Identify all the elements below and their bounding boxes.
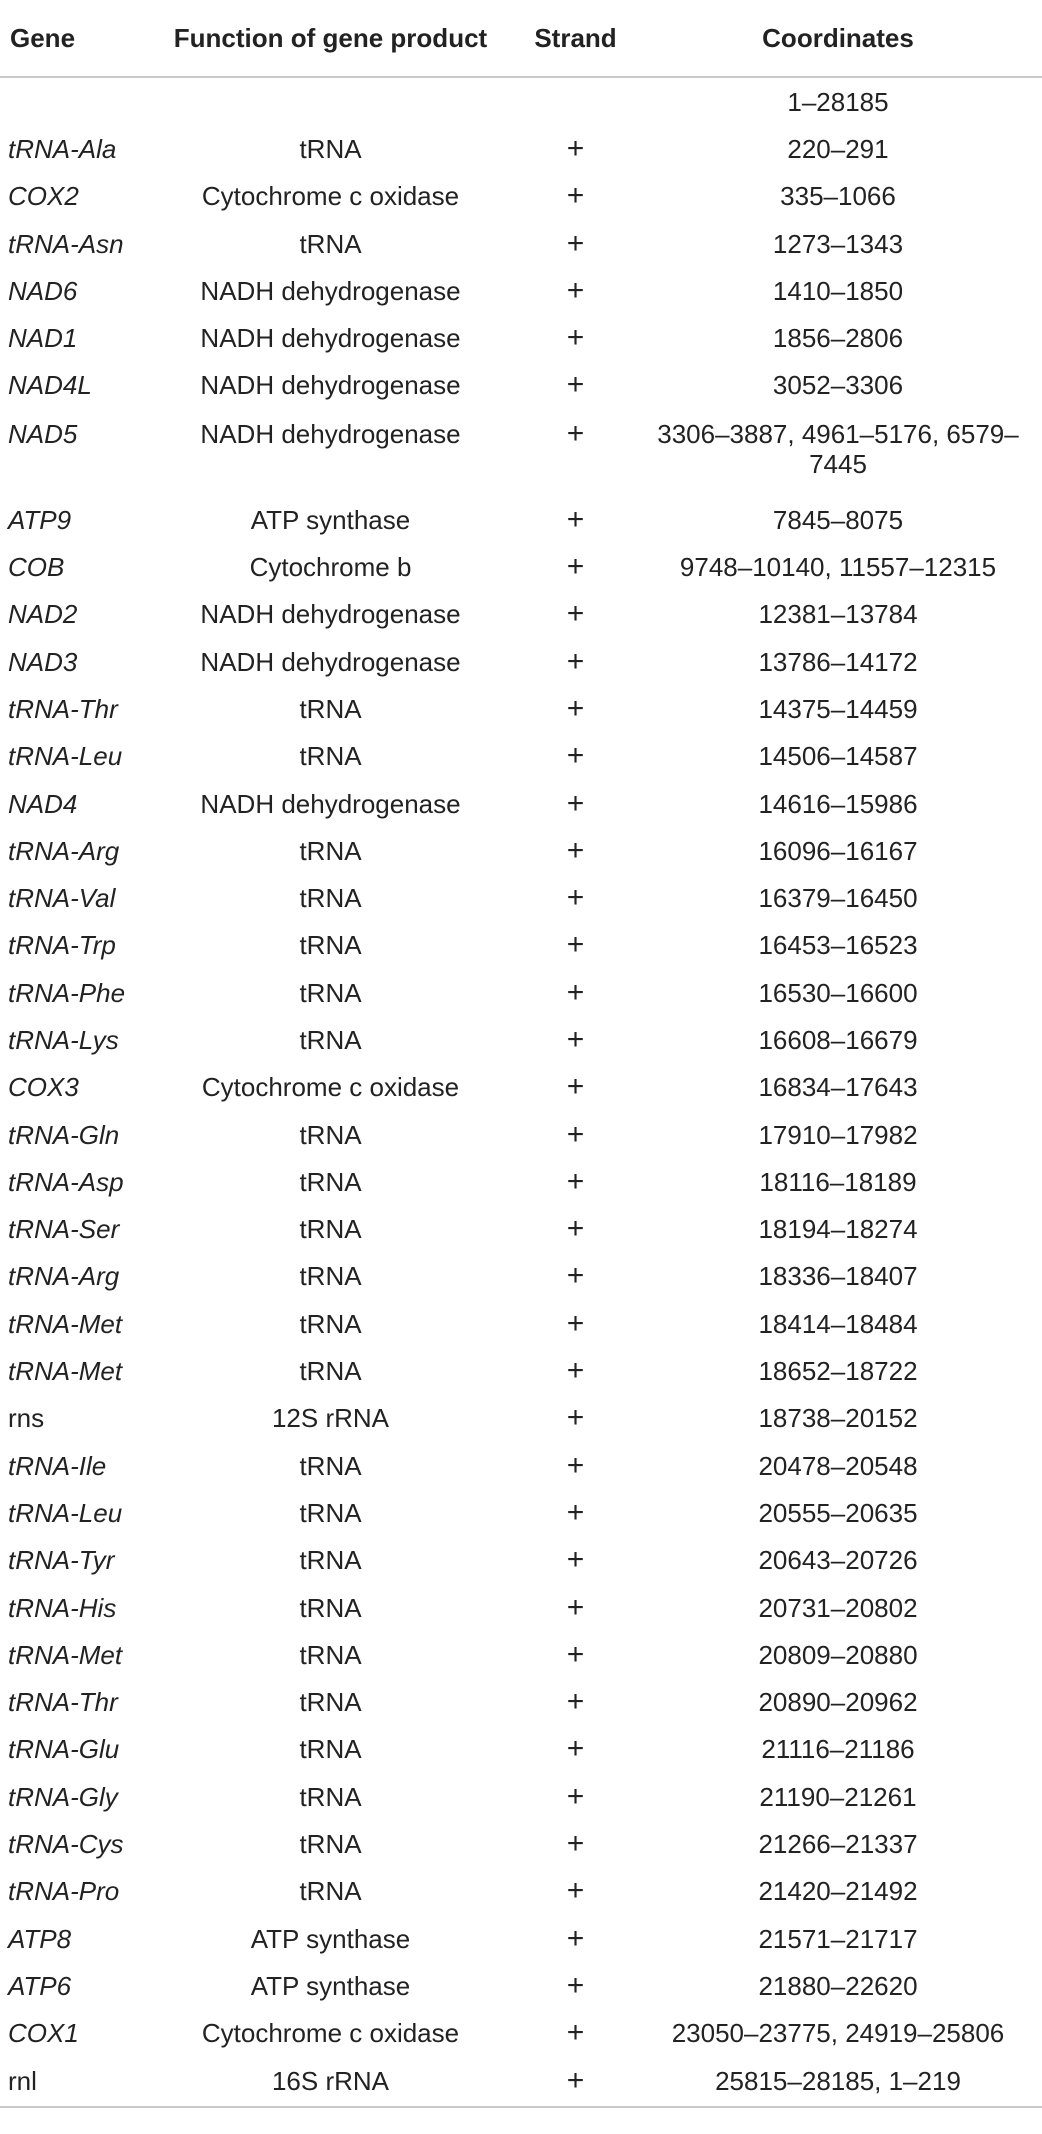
table-row: [0, 1962, 1042, 2009]
function-cell: ATP synthase: [250, 1970, 411, 2001]
function-cell: NADH dehydrogenase: [200, 788, 461, 819]
strand-cell: +: [566, 1543, 585, 1577]
coordinates-cell: 18738–20152: [758, 1403, 918, 1434]
function-cell: tRNA: [299, 1497, 362, 1528]
gene-cell: tRNA-Glu: [8, 1734, 120, 1765]
table-row: [0, 1489, 1042, 1536]
table-row: [0, 922, 1042, 969]
gene-cell: tRNA-Ser: [8, 1214, 120, 1245]
strand-cell: +: [566, 1968, 585, 2002]
coordinates-cell: 21190–21261: [759, 1781, 917, 1812]
coordinates-cell: 18116–18189: [759, 1166, 917, 1197]
strand-cell: +: [566, 1212, 585, 1246]
table-row: [0, 220, 1042, 267]
function-cell: 16S rRNA: [144, 2057, 517, 2107]
function-cell: NADH dehydrogenase: [200, 370, 461, 401]
table-row: [0, 827, 1042, 874]
coordinates-cell: 1856–2806: [772, 323, 904, 354]
coordinates-cell: 14506–14587: [758, 741, 918, 772]
table-row: [0, 1537, 1042, 1584]
coordinates-cell: 21571–21717: [758, 1923, 918, 1954]
coordinates-cell: 1–28185: [787, 86, 889, 117]
function-cell: tRNA: [299, 228, 362, 259]
table-row: [0, 2057, 1042, 2107]
coordinates-cell: 16530–16600: [758, 977, 918, 1008]
coordinates-cell: 3052–3306: [772, 370, 904, 401]
strand-cell: +: [566, 131, 585, 165]
coordinates-cell: 25815–28185, 1–219: [634, 2057, 1042, 2107]
function-cell: tRNA: [299, 1829, 362, 1860]
function-cell: tRNA: [299, 1308, 362, 1339]
strand-cell: +: [566, 368, 585, 402]
table-row: [0, 173, 1042, 220]
function-cell: NADH dehydrogenase: [200, 419, 461, 450]
gene-cell: tRNA-Gln: [8, 1119, 120, 1150]
gene-cell: NAD4L: [8, 370, 92, 401]
table-row: [0, 1395, 1042, 1442]
strand-cell: [517, 77, 634, 125]
coordinates-cell: 20643–20726: [758, 1545, 918, 1576]
gene-cell: COX1: [8, 2018, 79, 2049]
coordinates-cell: 17910–17982: [758, 1119, 918, 1150]
gene-cell: tRNA-Tyr: [8, 1545, 115, 1576]
strand-cell: +: [566, 597, 585, 631]
function-cell: tRNA: [299, 741, 362, 772]
gene-cell: tRNA-Thr: [8, 1687, 118, 1718]
table-row: [0, 1300, 1042, 1347]
function-cell: [144, 77, 517, 125]
table-row: [0, 1253, 1042, 1300]
header-strand: Strand: [517, 0, 634, 77]
gene-cell: tRNA-Ile: [8, 1450, 107, 1481]
table-row: [0, 409, 1042, 496]
table-row: [0, 125, 1042, 172]
gene-cell: tRNA-Phe: [8, 977, 126, 1008]
function-cell: tRNA: [299, 1592, 362, 1623]
coordinates-cell: 21266–21337: [758, 1829, 918, 1860]
function-cell: ATP synthase: [250, 504, 411, 535]
coordinates-cell: 12381–13784: [758, 599, 918, 630]
strand-cell: +: [566, 691, 585, 725]
table-row: [0, 1915, 1042, 1962]
strand-cell: +: [566, 1732, 585, 1766]
strand-cell: +: [566, 1590, 585, 1624]
function-cell: ATP synthase: [250, 1923, 411, 1954]
header-function: Function of gene product: [144, 0, 517, 77]
table-row: [0, 543, 1042, 590]
gene-cell: ATP9: [8, 504, 72, 535]
coordinates-cell: 16453–16523: [758, 930, 918, 961]
strand-cell: +: [566, 786, 585, 820]
coordinates-cell: 23050–23775, 24919–25806: [671, 2018, 1005, 2049]
table-row: [0, 1820, 1042, 1867]
table-row: [0, 969, 1042, 1016]
strand-cell: +: [566, 1874, 585, 1908]
gene-cell: tRNA-Arg: [8, 1261, 120, 1292]
function-cell: Cytochrome c oxidase: [201, 181, 460, 212]
function-cell: tRNA: [299, 133, 362, 164]
coordinates-cell: 14616–15986: [758, 788, 918, 819]
function-cell: tRNA: [299, 1687, 362, 1718]
gene-cell: ATP6: [8, 1970, 72, 2001]
function-cell: tRNA: [299, 693, 362, 724]
table-row: [0, 1158, 1042, 1205]
strand-cell: +: [566, 2016, 585, 2050]
strand-cell: +: [566, 502, 585, 536]
coordinates-cell: 16096–16167: [758, 835, 918, 866]
coordinates-cell: 21420–21492: [758, 1876, 918, 1907]
strand-cell: +: [566, 928, 585, 962]
gene-cell: NAD3: [8, 646, 78, 677]
coordinates-cell: 20809–20880: [758, 1639, 918, 1670]
coordinates-cell: 20731–20802: [758, 1592, 918, 1623]
gene-cell: tRNA-Trp: [8, 930, 116, 961]
function-cell: Cytochrome b: [249, 552, 412, 583]
coordinates-cell: 220–291: [787, 133, 889, 164]
coordinates-cell: 20555–20635: [758, 1497, 918, 1528]
table-row: [0, 1206, 1042, 1253]
strand-cell: +: [566, 1354, 585, 1388]
coordinates-cell: 14375–14459: [758, 693, 918, 724]
coordinates-cell: 16834–17643: [758, 1072, 918, 1103]
gene-cell: tRNA-Cys: [8, 1829, 124, 1860]
coordinates-cell: 3306–3887, 4961–5176, 6579–7445: [657, 419, 1019, 480]
coordinates-cell: 1273–1343: [772, 228, 904, 259]
gene-cell: rnl: [0, 2057, 144, 2107]
table-row: [0, 1442, 1042, 1489]
function-cell: tRNA: [299, 1214, 362, 1245]
strand-cell: +: [566, 881, 585, 915]
strand-cell: +: [566, 1921, 585, 1955]
strand-cell: +: [566, 321, 585, 355]
strand-cell: +: [566, 644, 585, 678]
table-row: [0, 2010, 1042, 2057]
table-row: [0, 267, 1042, 314]
gene-cell: tRNA-Lys: [8, 1024, 119, 1055]
coordinates-cell: 18414–18484: [758, 1308, 918, 1339]
gene-cell: tRNA-Met: [8, 1639, 123, 1670]
gene-cell: tRNA-Leu: [8, 1497, 123, 1528]
function-cell: tRNA: [299, 930, 362, 961]
gene-cell: tRNA-Leu: [8, 741, 123, 772]
function-cell: tRNA: [299, 883, 362, 914]
function-cell: NADH dehydrogenase: [200, 275, 461, 306]
strand-cell: +: [566, 1495, 585, 1529]
strand-cell: +: [566, 1448, 585, 1482]
coordinates-cell: 335–1066: [780, 181, 896, 212]
gene-cell: NAD2: [8, 599, 78, 630]
strand-cell: +: [566, 1070, 585, 1104]
strand-cell: +: [566, 226, 585, 260]
strand-cell: +: [566, 1827, 585, 1861]
gene-cell: tRNA-Arg: [8, 835, 120, 866]
table-header: [0, 0, 1042, 77]
strand-cell: +: [517, 2057, 634, 2107]
function-cell: tRNA: [299, 1024, 362, 1055]
table-row: [0, 1631, 1042, 1678]
function-cell: tRNA: [299, 1876, 362, 1907]
strand-cell: +: [566, 417, 585, 451]
function-cell: tRNA: [299, 835, 362, 866]
gene-cell: tRNA-Asp: [8, 1166, 124, 1197]
gene-cell: tRNA-Asn: [8, 228, 124, 259]
table-body: [0, 77, 1042, 2107]
gene-cell: tRNA-Met: [8, 1308, 123, 1339]
coordinates-cell: 20890–20962: [758, 1687, 918, 1718]
table-row: [0, 1584, 1042, 1631]
table-row: [0, 1064, 1042, 1111]
table-row: [0, 733, 1042, 780]
function-cell: Cytochrome c oxidase: [201, 2018, 460, 2049]
gene-cell: tRNA-Gly: [8, 1781, 118, 1812]
table-row: [0, 780, 1042, 827]
function-cell: tRNA: [299, 1261, 362, 1292]
coordinates-cell: 18194–18274: [758, 1214, 918, 1245]
coordinates-cell: 16379–16450: [758, 883, 918, 914]
function-cell: NADH dehydrogenase: [200, 646, 461, 677]
table-row: [0, 638, 1042, 685]
coordinates-cell: 21116–21186: [761, 1734, 915, 1765]
table-row: [0, 874, 1042, 921]
header-coordinates: Coordinates: [634, 0, 1042, 77]
function-cell: tRNA: [299, 1781, 362, 1812]
header-gene: Gene: [0, 0, 144, 77]
header-row: [0, 0, 1042, 77]
function-cell: tRNA: [299, 1356, 362, 1387]
gene-cell: NAD4: [8, 788, 78, 819]
table-row: [0, 1773, 1042, 1820]
coordinates-cell: 18652–18722: [758, 1356, 918, 1387]
function-cell: tRNA: [299, 1119, 362, 1150]
strand-cell: +: [566, 1401, 585, 1435]
strand-cell: +: [566, 833, 585, 867]
gene-cell: ATP8: [8, 1923, 72, 1954]
coordinates-cell: 16608–16679: [758, 1024, 918, 1055]
gene-cell: tRNA-His: [8, 1592, 117, 1623]
strand-cell: +: [566, 739, 585, 773]
strand-cell: +: [566, 1117, 585, 1151]
gene-cell: [0, 77, 144, 125]
coordinates-cell: 18336–18407: [758, 1261, 918, 1292]
function-cell: tRNA: [299, 1734, 362, 1765]
table-row: [0, 1868, 1042, 1915]
strand-cell: +: [566, 1259, 585, 1293]
strand-cell: +: [566, 1779, 585, 1813]
table-row: [0, 685, 1042, 732]
strand-cell: +: [566, 179, 585, 213]
gene-cell: COX3: [8, 1072, 79, 1103]
coordinates-cell: 9748–10140, 11557–12315: [679, 552, 997, 583]
coordinates-cell: 7845–8075: [772, 504, 904, 535]
table-row: [0, 1111, 1042, 1158]
strand-cell: +: [566, 1164, 585, 1198]
coordinates-cell: 21880–22620: [758, 1970, 918, 2001]
function-cell: tRNA: [299, 1639, 362, 1670]
table-row: [0, 1347, 1042, 1394]
coordinates-cell: 13786–14172: [758, 646, 918, 677]
table-row: [0, 591, 1042, 638]
function-cell: tRNA: [299, 1166, 362, 1197]
strand-cell: +: [566, 975, 585, 1009]
gene-cell: rns: [8, 1403, 45, 1434]
coordinates-cell: 20478–20548: [758, 1450, 918, 1481]
function-cell: NADH dehydrogenase: [200, 599, 461, 630]
gene-cell: tRNA-Pro: [8, 1876, 120, 1907]
table-row: [0, 1726, 1042, 1773]
function-cell: tRNA: [299, 1450, 362, 1481]
table-row: [0, 77, 1042, 125]
gene-cell: tRNA-Thr: [8, 693, 118, 724]
gene-cell: tRNA-Ala: [8, 133, 117, 164]
function-cell: Cytochrome c oxidase: [201, 1072, 460, 1103]
function-cell: NADH dehydrogenase: [200, 323, 461, 354]
strand-cell: +: [566, 1637, 585, 1671]
gene-cell: COX2: [8, 181, 79, 212]
function-cell: tRNA: [299, 1545, 362, 1576]
strand-cell: +: [566, 1685, 585, 1719]
gene-cell: COB: [8, 552, 65, 583]
strand-cell: +: [566, 273, 585, 307]
gene-cell: NAD1: [8, 323, 78, 354]
strand-cell: +: [566, 1022, 585, 1056]
gene-cell: tRNA-Val: [8, 883, 116, 914]
table-row: [0, 1679, 1042, 1726]
table-row: [0, 314, 1042, 361]
strand-cell: +: [566, 550, 585, 584]
gene-cell: NAD5: [8, 419, 78, 450]
gene-cell: tRNA-Met: [8, 1356, 123, 1387]
function-cell: tRNA: [299, 977, 362, 1008]
coordinates-cell: 1410–1850: [772, 275, 904, 306]
function-cell: 12S rRNA: [271, 1403, 390, 1434]
gene-cell: NAD6: [8, 275, 78, 306]
strand-cell: +: [566, 1306, 585, 1340]
table-row: [0, 496, 1042, 543]
table-row: [0, 1016, 1042, 1063]
table-row: [0, 362, 1042, 409]
